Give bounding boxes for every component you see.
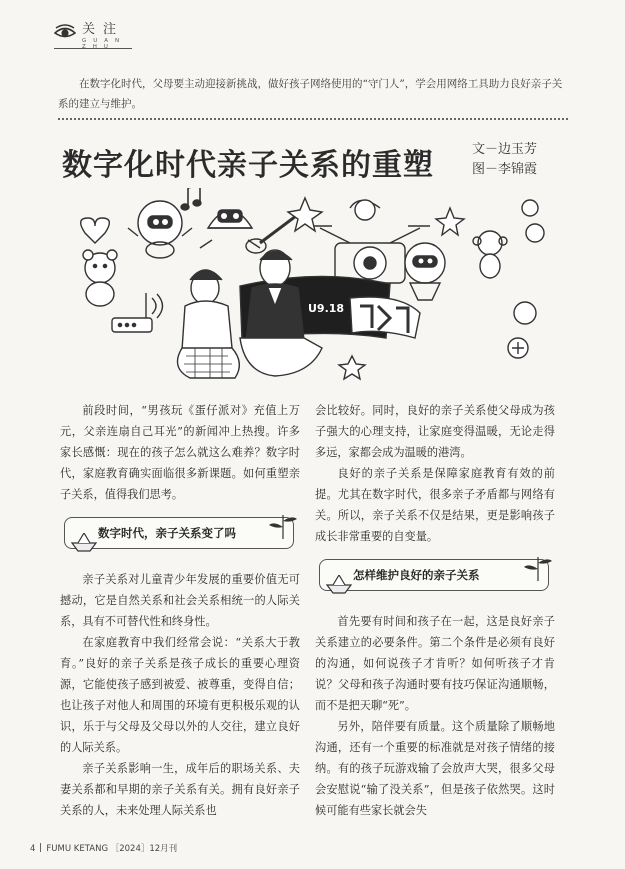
footer-divider <box>40 843 41 852</box>
paragraph: 前段时间，“男孩玩《蛋仔派对》充值上万元，父亲连扇自己耳光”的新闻冲上热搜。许多家长感慨：现在的孩子怎么就这么难养？数字时代，家庭教育确实面临很多新课题。如何重塑亲子关系，值得我们思考。 <box>60 404 300 501</box>
byline <box>472 140 537 180</box>
sign-label: U9.18 <box>308 302 345 315</box>
illustration <box>60 188 565 393</box>
issue-label: ［2024］12月刊 <box>110 844 178 854</box>
guitar-illustration <box>260 213 300 243</box>
section-header <box>54 18 164 58</box>
section-title: 数字时代，亲子关系变了吗 <box>98 526 236 540</box>
paragraph: 在家庭教育中我们经常会说：“关系大于教育。”良好的亲子关系是孩子成长的重要心理资源，它能使孩子感到被爱、被尊重，变得自信；也让孩子对他人和周围的环境有更积极乐观的认识，乐于与父母及父母以外的人交往，建立良好的人际关系。 <box>60 636 300 754</box>
paper-boat-icon <box>70 533 98 553</box>
page-number: 4 <box>30 844 36 854</box>
robot-illustration-3 <box>405 243 445 300</box>
intro-text: 在数字化时代，父母要主动迎接新挑战，做好孩子网络使用的“守门人”，学会用网络工具助力良好亲子关系的建立与维护。 <box>58 78 563 110</box>
bamboo-leaf-icon <box>523 555 553 581</box>
eye-icon <box>54 24 76 40</box>
paper-boat-icon <box>325 575 353 595</box>
section-heading-1 <box>60 513 300 555</box>
monkey-illustration <box>473 231 507 278</box>
article-column-1 <box>60 400 300 821</box>
dotted-divider <box>58 118 568 120</box>
illustrator-credit: 图－李锦霞 <box>472 162 538 177</box>
paragraph: 亲子关系影响一生，成年后的职场关系、夫妻关系都和早期的亲子关系有关。拥有良好亲子关系的人，未来处理人际关系也 <box>60 762 300 817</box>
bear-illustration <box>83 250 117 306</box>
article-title: 数字化时代亲子关系的重塑 <box>62 148 434 183</box>
paragraph: 首先要有时间和孩子在一起，这是良好亲子关系建立的必要条件。第二个条件是必须有良好的沟通，如何说孩子才肯听？如何听孩子才肯说？父母和孩子沟通时要有技巧保证沟通顺畅，而不是把天聊“死”。 <box>315 615 555 712</box>
intro-lead <box>58 74 568 114</box>
section-name: 关注 <box>82 22 125 37</box>
section-heading-2 <box>315 555 555 597</box>
author-credit: 文－边玉芳 <box>472 142 538 157</box>
article-column-2 <box>315 400 555 821</box>
paragraph: 会比较好。同时，良好的亲子关系使父母成为孩子强大的心理支持，让家庭变得温暖，无论走得多远，家都会成为温暖的港湾。 <box>315 404 555 459</box>
bamboo-leaf-icon <box>268 513 298 539</box>
magazine-name: FUMU KETANG <box>46 844 109 854</box>
heart-shape <box>81 218 110 243</box>
page-footer <box>30 842 177 854</box>
paragraph: 良好的亲子关系是保障家庭教育有效的前提。尤其在数字时代，很多亲子矛盾都与网络有关。所以，亲子关系不仅是结果，更是影响孩子成长非常重要的自变量。 <box>315 467 555 543</box>
paragraph: 另外，陪伴要有质量。这个质量除了顺畅地沟通，还有一个重要的标准就是对孩子情绪的接纳。有的孩子玩游戏输了会放声大哭，很多父母会安慰说“输了没关系”，但是孩子依然哭。这时候可能有些家长就会失 <box>315 720 555 817</box>
child-figure <box>178 270 240 378</box>
router-illustration <box>112 293 163 332</box>
paragraph: 亲子关系对儿童青少年发展的重要价值无可撼动，它是自然关系和社会关系相统一的人际关系，具有不可替代性和终身性。 <box>60 573 300 628</box>
section-title: 怎样维护良好的亲子关系 <box>353 568 480 582</box>
side-icons <box>508 200 544 358</box>
section-name-pinyin: GUAN ZHU <box>82 38 127 50</box>
robot-illustration-2 <box>200 210 260 248</box>
header-rule <box>54 48 132 49</box>
